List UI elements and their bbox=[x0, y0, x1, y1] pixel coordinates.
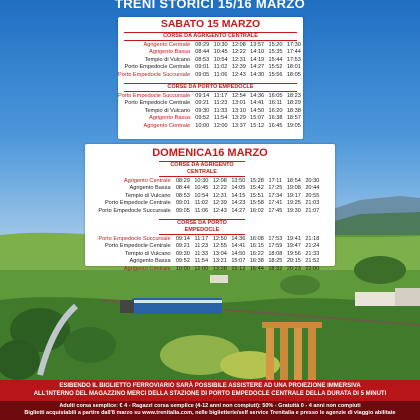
departure-time: 09:01 bbox=[175, 200, 190, 207]
departure-time: 13:57 bbox=[250, 42, 265, 48]
departure-time: 20:30 bbox=[305, 178, 320, 184]
departure-time: 09:52 bbox=[195, 115, 210, 122]
departure-time: 17:30 bbox=[286, 42, 301, 48]
departure-time: 19:30 bbox=[286, 207, 301, 214]
departure-time: 17:34 bbox=[268, 192, 283, 199]
table-row bbox=[98, 243, 321, 250]
saturday-timetable-from-agrigento bbox=[118, 42, 303, 79]
page-title: TRENI STORICI 15/16 MARZO bbox=[114, 0, 305, 11]
departure-time: 20:55 bbox=[305, 192, 320, 199]
station-name: Porto Empedocle Succursale bbox=[118, 93, 191, 100]
station-name: Agrigento Bassa bbox=[149, 49, 191, 56]
departure-time: 12:00 bbox=[194, 265, 209, 272]
station-name: Porto Empedocle Centrale bbox=[104, 243, 171, 250]
departure-time: 13:28 bbox=[212, 265, 227, 272]
departure-time: 08:44 bbox=[195, 49, 210, 56]
departure-time: 18:23 bbox=[286, 93, 301, 100]
departure-time: 15:51 bbox=[249, 192, 264, 199]
departure-time: 11:23 bbox=[194, 243, 209, 250]
departure-time: 11:17 bbox=[213, 93, 228, 100]
departure-time: 18:08 bbox=[268, 250, 283, 257]
station-name: Agrigento Centrale bbox=[143, 122, 191, 129]
saturday-section-heading: CORSE DA AGRIGENTO CENTRALE bbox=[124, 32, 297, 41]
departure-time: 14:27 bbox=[250, 64, 265, 71]
departure-time: 18:32 bbox=[268, 265, 283, 272]
departure-time: 09:30 bbox=[175, 250, 190, 257]
departure-time: 10:54 bbox=[213, 56, 228, 63]
departure-time: 18:38 bbox=[286, 107, 301, 114]
departure-time: 14:41 bbox=[250, 100, 265, 107]
departure-time: 11:17 bbox=[194, 236, 209, 243]
table-row bbox=[98, 193, 321, 200]
departure-time: 16:38 bbox=[268, 115, 283, 122]
table-row bbox=[118, 115, 303, 122]
station-name: Tempio di Vulcano bbox=[125, 250, 171, 257]
departure-time: 11:06 bbox=[213, 71, 228, 78]
departure-time: 11:02 bbox=[213, 64, 228, 71]
departure-time: 14:50 bbox=[231, 250, 246, 257]
table-row bbox=[98, 236, 321, 243]
sunday-schedule-card bbox=[85, 144, 335, 272]
departure-time: 10:30 bbox=[213, 42, 228, 48]
departure-time: 11:54 bbox=[194, 258, 209, 265]
station-name: Porto Empedocle Succursale bbox=[118, 71, 191, 78]
departure-time: 09:30 bbox=[195, 107, 210, 114]
departure-time: 09:52 bbox=[175, 258, 190, 265]
departure-time: 14:41 bbox=[231, 243, 246, 250]
departure-time: 08:53 bbox=[195, 56, 210, 63]
departure-time: 12:39 bbox=[212, 200, 227, 207]
departure-time: 11:23 bbox=[213, 100, 228, 107]
departure-time: 09:05 bbox=[175, 207, 190, 214]
departure-time: 19:08 bbox=[286, 185, 301, 192]
departure-time: 16:38 bbox=[249, 258, 264, 265]
station-name: Agrigento Bassa bbox=[129, 258, 171, 265]
ticket-prices: Adulti corsa semplice: € 4 - Ragazzi corsa semplice (4-12 anni non compiuti): 50% - Gratuità 0 - 4 anni non compiuti bbox=[59, 403, 361, 409]
departure-time: 11:06 bbox=[194, 207, 209, 214]
departure-time: 14:36 bbox=[250, 93, 265, 100]
departure-time: 15:52 bbox=[268, 64, 283, 71]
table-row bbox=[98, 258, 321, 265]
departure-time: 10:30 bbox=[194, 178, 209, 184]
departure-time: 14:23 bbox=[231, 200, 246, 207]
departure-time: 17:53 bbox=[286, 56, 301, 63]
departure-time: 21:52 bbox=[305, 258, 320, 265]
departure-time: 16:45 bbox=[268, 122, 283, 129]
departure-time: 15:12 bbox=[250, 122, 265, 129]
departure-time: 15:12 bbox=[231, 265, 246, 272]
departure-time: 08:44 bbox=[175, 185, 190, 192]
departure-time: 18:57 bbox=[286, 115, 301, 122]
station-name: Agrigento Centrale bbox=[123, 265, 171, 272]
sunday-day-title: DOMENICA16 MARZO bbox=[152, 147, 268, 159]
departure-time: 18:01 bbox=[286, 64, 301, 71]
departure-time: 18:29 bbox=[286, 100, 301, 107]
departure-time: 21:24 bbox=[305, 243, 320, 250]
departure-time: 22:00 bbox=[305, 265, 320, 272]
departure-time: 17:53 bbox=[268, 236, 283, 243]
sunday-timetable-from-porto-empedocle bbox=[98, 236, 321, 273]
departure-time: 14:19 bbox=[250, 56, 265, 63]
departure-time: 09:21 bbox=[175, 243, 190, 250]
departure-time: 13:29 bbox=[231, 115, 246, 122]
departure-time: 21:33 bbox=[305, 250, 320, 257]
departure-time: 13:10 bbox=[231, 107, 246, 114]
departure-time: 19:56 bbox=[286, 250, 301, 257]
departure-time: 12:43 bbox=[231, 71, 246, 78]
departure-time: 17:25 bbox=[268, 185, 283, 192]
station-name: Tempio di Vulcano bbox=[125, 192, 171, 199]
departure-time: 12:31 bbox=[212, 192, 227, 199]
table-row bbox=[118, 42, 303, 49]
departure-time: 15:44 bbox=[268, 56, 283, 63]
departure-time: 20:23 bbox=[286, 265, 301, 272]
immersive-projection-banner bbox=[0, 380, 420, 401]
saturday-day-title: SABATO 15 MARZO bbox=[160, 18, 261, 30]
departure-time: 16:15 bbox=[249, 243, 264, 250]
departure-time: 21:07 bbox=[305, 207, 320, 214]
departure-time: 08:53 bbox=[175, 192, 190, 199]
departure-time: 09:01 bbox=[195, 64, 210, 71]
saturday-timetable-from-porto-empedocle bbox=[118, 93, 303, 130]
departure-time: 13:01 bbox=[231, 100, 246, 107]
departure-time: 19:41 bbox=[286, 236, 301, 243]
departure-time: 17:44 bbox=[286, 49, 301, 56]
departure-time: 15:42 bbox=[249, 185, 264, 192]
departure-time: 14:27 bbox=[231, 207, 246, 214]
table-row bbox=[118, 64, 303, 71]
station-name: Tempio di Vulcano bbox=[144, 56, 191, 63]
table-row bbox=[118, 108, 303, 115]
sunday-section-heading: CORSE DA AGRIGENTO CENTRALE bbox=[159, 161, 245, 177]
departure-time: 14:50 bbox=[250, 107, 265, 114]
departure-time: 12:31 bbox=[231, 56, 246, 63]
sunday-timetable-from-agrigento bbox=[98, 178, 321, 215]
departure-time: 08:29 bbox=[195, 42, 210, 48]
table-row bbox=[98, 185, 321, 192]
table-row bbox=[118, 57, 303, 64]
saturday-section-heading: CORSE DA PORTO EMPEDOCLE bbox=[124, 83, 297, 92]
departure-time: 09:14 bbox=[175, 236, 190, 243]
table-row bbox=[118, 100, 303, 107]
departure-time: 20:15 bbox=[286, 258, 301, 265]
departure-time: 17:59 bbox=[268, 243, 283, 250]
departure-time: 18:05 bbox=[286, 71, 301, 78]
table-row bbox=[98, 251, 321, 258]
departure-time: 14:36 bbox=[231, 236, 246, 243]
departure-time: 19:17 bbox=[286, 192, 301, 199]
departure-time: 15:35 bbox=[268, 49, 283, 56]
departure-time: 13:21 bbox=[212, 258, 227, 265]
station-name: Porto Empedocle Centrale bbox=[124, 100, 191, 107]
banner-line-2: ALL'INTERNO DEL MAGAZZINO MERCI DELLA STAZIONE DI PORTO EMPEDOCLE CENTRALE DELLA DURATA DI 5 MINUTI bbox=[33, 390, 387, 397]
departure-time: 15:20 bbox=[268, 42, 283, 48]
departure-time: 14:15 bbox=[231, 192, 246, 199]
departure-time: 09:21 bbox=[195, 100, 210, 107]
station-name: Agrigento Centrale bbox=[143, 42, 191, 48]
departure-time: 13:04 bbox=[212, 250, 227, 257]
table-row bbox=[118, 49, 303, 56]
departure-time: 08:29 bbox=[175, 178, 190, 184]
departure-time: 12:00 bbox=[213, 122, 228, 129]
departure-time: 10:45 bbox=[213, 49, 228, 56]
departure-time: 14:05 bbox=[231, 185, 246, 192]
station-name: Agrigento Bassa bbox=[129, 185, 171, 192]
station-name: Tempio di Vulcano bbox=[144, 107, 191, 114]
departure-time: 12:08 bbox=[212, 178, 227, 184]
table-row bbox=[98, 178, 321, 185]
departure-time: 10:00 bbox=[175, 265, 190, 272]
departure-time: 11:54 bbox=[213, 115, 228, 122]
departure-time: 12:43 bbox=[212, 207, 227, 214]
saturday-schedule-card bbox=[118, 17, 303, 139]
departure-time: 11:02 bbox=[194, 200, 209, 207]
departure-time: 15:58 bbox=[249, 200, 264, 207]
departure-time: 18:25 bbox=[268, 258, 283, 265]
departure-time: 19:47 bbox=[286, 243, 301, 250]
station-name: Porto Empedocle Succursale bbox=[98, 207, 171, 214]
departure-time: 09:14 bbox=[195, 93, 210, 100]
departure-time: 16:08 bbox=[249, 236, 264, 243]
departure-time: 15:07 bbox=[231, 258, 246, 265]
departure-time: 12:22 bbox=[231, 49, 246, 56]
departure-time: 11:33 bbox=[213, 107, 228, 114]
departure-time: 16:02 bbox=[249, 207, 264, 214]
departure-time: 10:00 bbox=[195, 122, 210, 129]
departure-time: 16:22 bbox=[249, 250, 264, 257]
departure-time: 15:56 bbox=[268, 71, 283, 78]
departure-time: 10:45 bbox=[194, 185, 209, 192]
table-row bbox=[118, 93, 303, 100]
departure-time: 12:55 bbox=[212, 243, 227, 250]
station-name: Porto Empedocle Centrale bbox=[104, 200, 171, 207]
departure-time: 16:44 bbox=[249, 265, 264, 272]
departure-time: 16:20 bbox=[268, 107, 283, 114]
departure-time: 16:11 bbox=[268, 100, 283, 107]
departure-time: 12:50 bbox=[212, 236, 227, 243]
departure-time: 11:33 bbox=[194, 250, 209, 257]
sunday-section-heading: CORSE DA PORTO EMPEDOCLE bbox=[159, 219, 245, 235]
station-name: Agrigento Bassa bbox=[149, 115, 191, 122]
departure-time: 12:54 bbox=[231, 93, 246, 100]
ticket-purchase-info: Biglietti acquistabili a partire dall'8 marzo su www.trenitalia.com, nelle biglietterie/self service Trenitalia e presso le agenzie di viaggio abilitate bbox=[24, 409, 396, 416]
departure-time: 16:05 bbox=[268, 93, 283, 100]
departure-time: 14:10 bbox=[250, 49, 265, 56]
banner-line-1: ESIBENDO IL BIGLIETTO FERROVIARIO SARÀ POSSIBILE ASSISTERE AD UNA PROIEZIONE IMMERSIVA bbox=[59, 383, 361, 389]
departure-time: 15:28 bbox=[249, 178, 264, 184]
departure-time: 19:25 bbox=[286, 200, 301, 207]
station-name: Agrigento Centrale bbox=[123, 178, 171, 184]
departure-time: 12:22 bbox=[212, 185, 227, 192]
table-row bbox=[118, 123, 303, 130]
departure-time: 13:37 bbox=[231, 122, 246, 129]
table-row bbox=[98, 200, 321, 207]
table-row bbox=[118, 72, 303, 79]
departure-time: 13:50 bbox=[231, 178, 246, 184]
departure-time: 10:54 bbox=[194, 192, 209, 199]
departure-time: 20:44 bbox=[305, 185, 320, 192]
station-name: Porto Empedocle Succursale bbox=[98, 236, 171, 243]
departure-time: 17:11 bbox=[268, 178, 283, 184]
departure-time: 17:45 bbox=[268, 207, 283, 214]
departure-time: 15:07 bbox=[250, 115, 265, 122]
departure-time: 12:08 bbox=[231, 42, 246, 48]
ticket-info-footer bbox=[0, 401, 420, 420]
station-name: Porto Empedocle Centrale bbox=[124, 64, 191, 71]
departure-time: 19:05 bbox=[286, 122, 301, 129]
table-row bbox=[98, 266, 321, 273]
departure-time: 12:39 bbox=[231, 64, 246, 71]
departure-time: 09:05 bbox=[195, 71, 210, 78]
departure-time: 21:18 bbox=[305, 236, 320, 243]
departure-time: 21:03 bbox=[305, 200, 320, 207]
departure-time: 14:30 bbox=[250, 71, 265, 78]
departure-time: 17:41 bbox=[268, 200, 283, 207]
departure-time: 18:54 bbox=[286, 178, 301, 184]
table-row bbox=[98, 208, 321, 215]
